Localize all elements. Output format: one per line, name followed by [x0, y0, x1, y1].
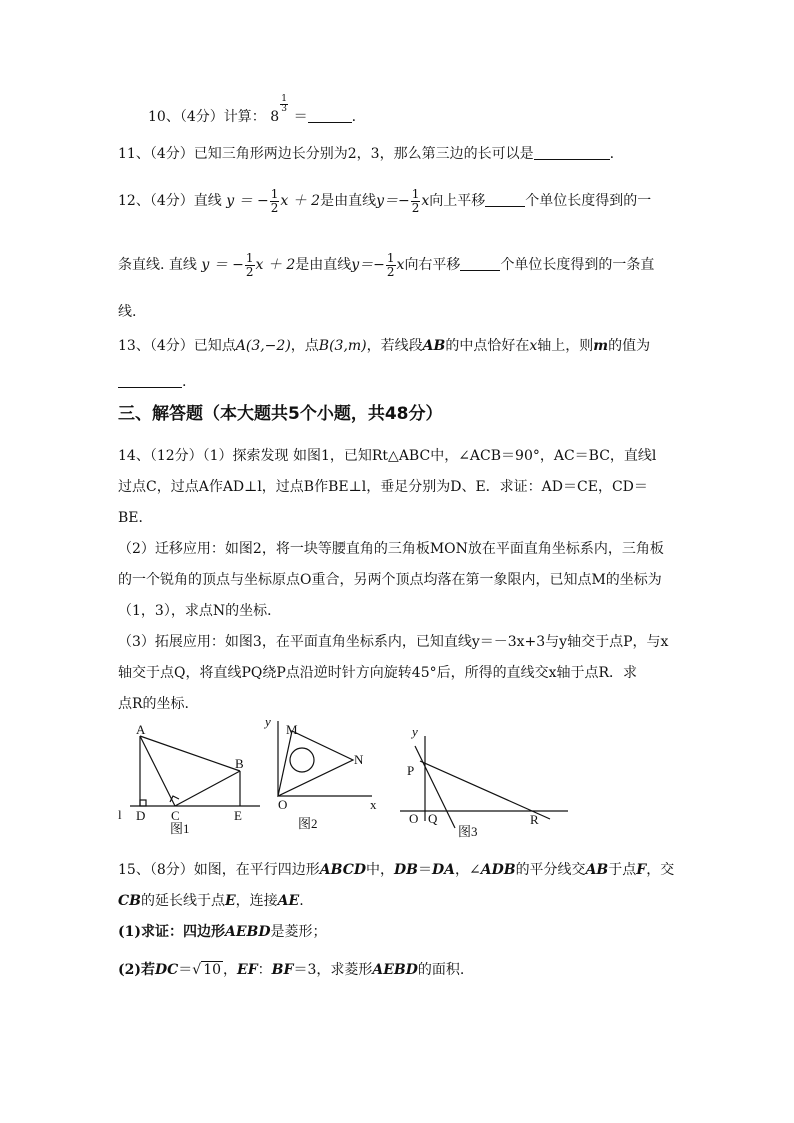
right-angle-C — [170, 796, 179, 802]
q14-line-2: 过点C，过点A作AD⊥l，过点B作BE⊥l，垂足分别为D、E．求证：AD＝CE，CD＝ — [118, 479, 648, 495]
q15-line-1: 15、（8分）如图，在平行四边形ABCD中，DB＝DA，∠ADB的平分线交AB于点F，交 — [118, 862, 675, 878]
answer-blank[interactable] — [118, 373, 182, 388]
fig2-label-y: y — [265, 716, 271, 729]
q14-line-5: 的一个锐角的顶点与坐标原点O重合，另两个顶点均落在第一象限内，已知点M的坐标为 — [118, 572, 662, 588]
q14-line-6: （1，3），求点N的坐标． — [118, 603, 282, 619]
q14-line-8: 轴交于点Q，将直线PQ绕P点沿逆时针方向旋转45°后，所得的直线交x轴于点R．求 — [118, 665, 638, 681]
question-12-line-2: 条直线. 直线 y ＝ − $\frac{1}{2}$ x ＋ 2是由直线y＝− $\frac{1}{2}$ x向右平移 个单位长度得到的一条直 — [118, 250, 655, 279]
line-PR — [420, 761, 550, 819]
answer-blank[interactable] — [460, 256, 500, 271]
fraction: $\frac{1}{2}$ — [245, 250, 254, 279]
fraction: $\frac{1}{2}$ — [270, 186, 279, 215]
section-heading: 三、解答题（本大题共5个小题，共48分） — [118, 404, 443, 424]
sqrt-10: √ 10 — [192, 962, 222, 978]
q14-line-4: （2）迁移应用：如图2，将一块等腰直角的三角板MON放在平面直角坐标系内，三角板 — [118, 541, 664, 557]
q14-line-1: 14、（12分）（1）探索发现 如图1，已知Rt△ABC中，∠ACB＝90°，AC＝BC，直线l — [118, 448, 657, 464]
base: 8 — [270, 109, 280, 125]
figure-3 — [400, 736, 568, 828]
question-10: 10、（4分）计算： 8 $\frac{1}{3}$ ＝ . — [148, 94, 357, 125]
question-13: 13、（4分）已知点A(3,−2)，点B(3,m)，若线段AB的中点恰好在x轴上，则m的值为 — [118, 338, 651, 354]
figure-1 — [130, 736, 260, 806]
q14-line-3: BE． — [118, 510, 153, 526]
q14-line-9: 点R的坐标. — [118, 696, 189, 712]
triangle-MON — [278, 731, 353, 796]
fig2-label-x: x — [370, 797, 377, 812]
answer-blank[interactable] — [308, 108, 352, 123]
fig3-label-P: P — [407, 763, 415, 778]
fig1-label-A: A — [136, 722, 146, 737]
right-angle-D — [140, 800, 146, 806]
fraction: $\frac{1}{2}$ — [411, 186, 420, 215]
fig1-label-E: E — [234, 808, 242, 823]
question-13-answer-line: . — [118, 372, 186, 392]
q15-line-2: CB的延长线于点E，连接AE. — [118, 893, 304, 909]
fig3-caption: 图3 — [458, 824, 478, 839]
circle-hole — [290, 748, 314, 772]
question-11: 11、（4分）已知三角形两边长分别为2，3，那么第三边的长可以是 . — [118, 146, 615, 162]
fig3-label-O: O — [409, 811, 419, 826]
answer-blank[interactable] — [485, 192, 525, 207]
fig3-label-R: R — [530, 812, 539, 827]
fig3-label-Q: Q — [428, 811, 438, 826]
fig1-label-D: D — [136, 808, 146, 823]
answer-blank[interactable] — [534, 145, 610, 160]
fig2-caption: 图2 — [298, 816, 318, 831]
question-12-line-3: 线. — [118, 304, 137, 320]
fig2-label-N: N — [354, 752, 364, 767]
segment-CB — [175, 771, 240, 806]
fig1-label-C: C — [171, 808, 180, 823]
q15-part-1: (1)求证：四边形AEBD是菱形； — [118, 924, 327, 940]
fig1-label-B: B — [235, 756, 244, 771]
fig1-caption: 图1 — [170, 821, 190, 836]
exponent-fraction: $\frac{1}{3}$ — [281, 94, 287, 114]
question-12-line-1: 12、（4分）直线 y ＝ − $\frac{1}{2}$ x ＋ 2是由直线y＝− $\frac{1}{2}$ x向上平移 个单位长度得到的一 — [118, 186, 652, 215]
fig1-label-l: l — [118, 807, 122, 822]
fig3-label-y: y — [412, 724, 418, 739]
fig2-label-M: M — [286, 722, 298, 737]
figures — [110, 716, 580, 841]
fig2-label-O: O — [278, 797, 288, 812]
q15-part-2: (2)若DC＝√ 10 ，EF：BF＝3，求菱形AEBD的面积. — [118, 957, 464, 983]
fraction: $\frac{1}{2}$ — [386, 250, 395, 279]
q14-line-7: （3）拓展应用：如图3，在平面直角坐标系内，已知直线y＝－3x+3与y轴交于点P，与x — [118, 634, 669, 650]
